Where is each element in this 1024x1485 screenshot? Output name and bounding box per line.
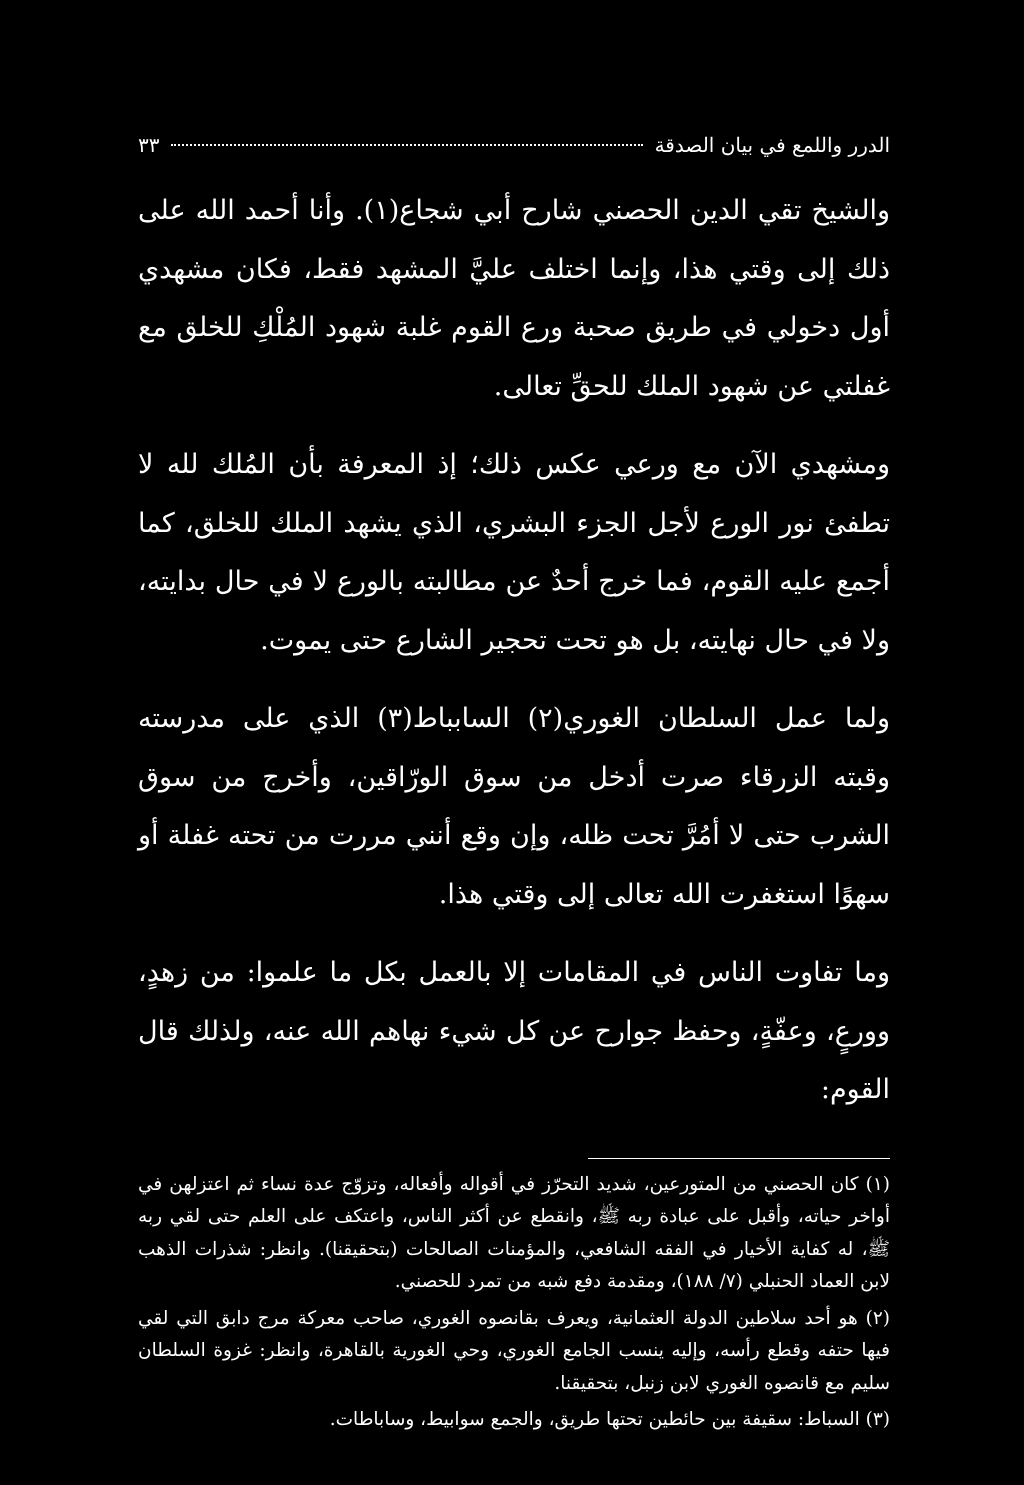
page-number: ٣٣ [138,133,160,157]
paragraph-4: وما تفاوت الناس في المقامات إلا بالعمل بكل ما علموا: من زهدٍ، وورعٍ، وعفّةٍ، وحفظ جوارح عن كل شيء نهاهم الله عنه، ولذلك قال القوم: [138,957,890,1105]
book-page [138,128,890,1441]
footnote-separator [588,1158,890,1159]
main-text [138,182,890,1120]
footnote-1: (١) كان الحصني من المتورعين، شديد التحرّز في أقواله وأفعاله، وتزوّج عدة نساء ثم اعتزلهن في أواخر حياته، وأقبل على عبادة ربه ﷺ، وانقطع عن أكثر الناس، واعتكف على العلم حتى لقي ربه ﷺ، له كفاية الأخيار في الفقه الشافعي، والمؤمنات الصالحات (بتحقيقنا). وانظر: شذرات الذهب لابن العماد الحنبلي (٧/ ١٨٨)، ومقدمة دفع شبه من تمرد للحصني. [138,1173,890,1292]
footnote-2: (٢) هو أحد سلاطين الدولة العثمانية، ويعرف بقانصوه الغوري، صاحب معركة مرج دابق التي لقي فيها حتفه وقطع رأسه، وإليه ينسب الجامع الغوري، وحي الغورية بالقاهرة، وانظر: غزوة السلطان سليم مع قانصوه الغوري لابن زنبل، بتحقيقنا. [138,1307,890,1394]
paragraph-1: والشيخ تقي الدين الحصني شارح أبي شجاع(١). وأنا أحمد الله على ذلك إلى وقتي هذا، وإنما اختلف عليَّ المشهد فقط، فكان مشهدي أول دخولي في طريق صحبة ورع القوم غلبة شهود المُلْكِ للخلق مع غفلتي عن شهود الملك للحقِّ تعالى. [138,195,890,402]
footnote-3: (٣) السباط: سقيفة بين حائطين تحتها طريق، والجمع سوابيط، وساباطات. [329,1409,890,1430]
running-header [138,128,890,162]
running-title: الدرر واللمع في بيان الصدقة [654,133,890,157]
paragraph-2: ومشهدي الآن مع ورعي عكس ذلك؛ إذ المعرفة بأن المُلك لله لا تطفئ نور الورع لأجل الجزء البشري، الذي يشهد الملك للخلق، كما أجمع عليه القوم، فما خرج أحدٌ عن مطالبته بالورع لا في حال بدايته، ولا في حال نهايته، بل هو تحت تحجير الشارع حتى يموت. [138,449,890,656]
footnotes [138,1169,890,1437]
paragraph-3: ولما عمل السلطان الغوري(٢) السابباط(٣) الذي على مدرسته وقبته الزرقاء صرت أدخل من سوق الورّاقين، وأخرج من سوق الشرب حتى لا أمُرَّ تحت ظله، وإن وقع أنني مررت من تحته غفلة أو سهوًا استغفرت الله تعالى إلى وقتي هذا. [138,703,890,910]
leader-dots [171,144,642,146]
